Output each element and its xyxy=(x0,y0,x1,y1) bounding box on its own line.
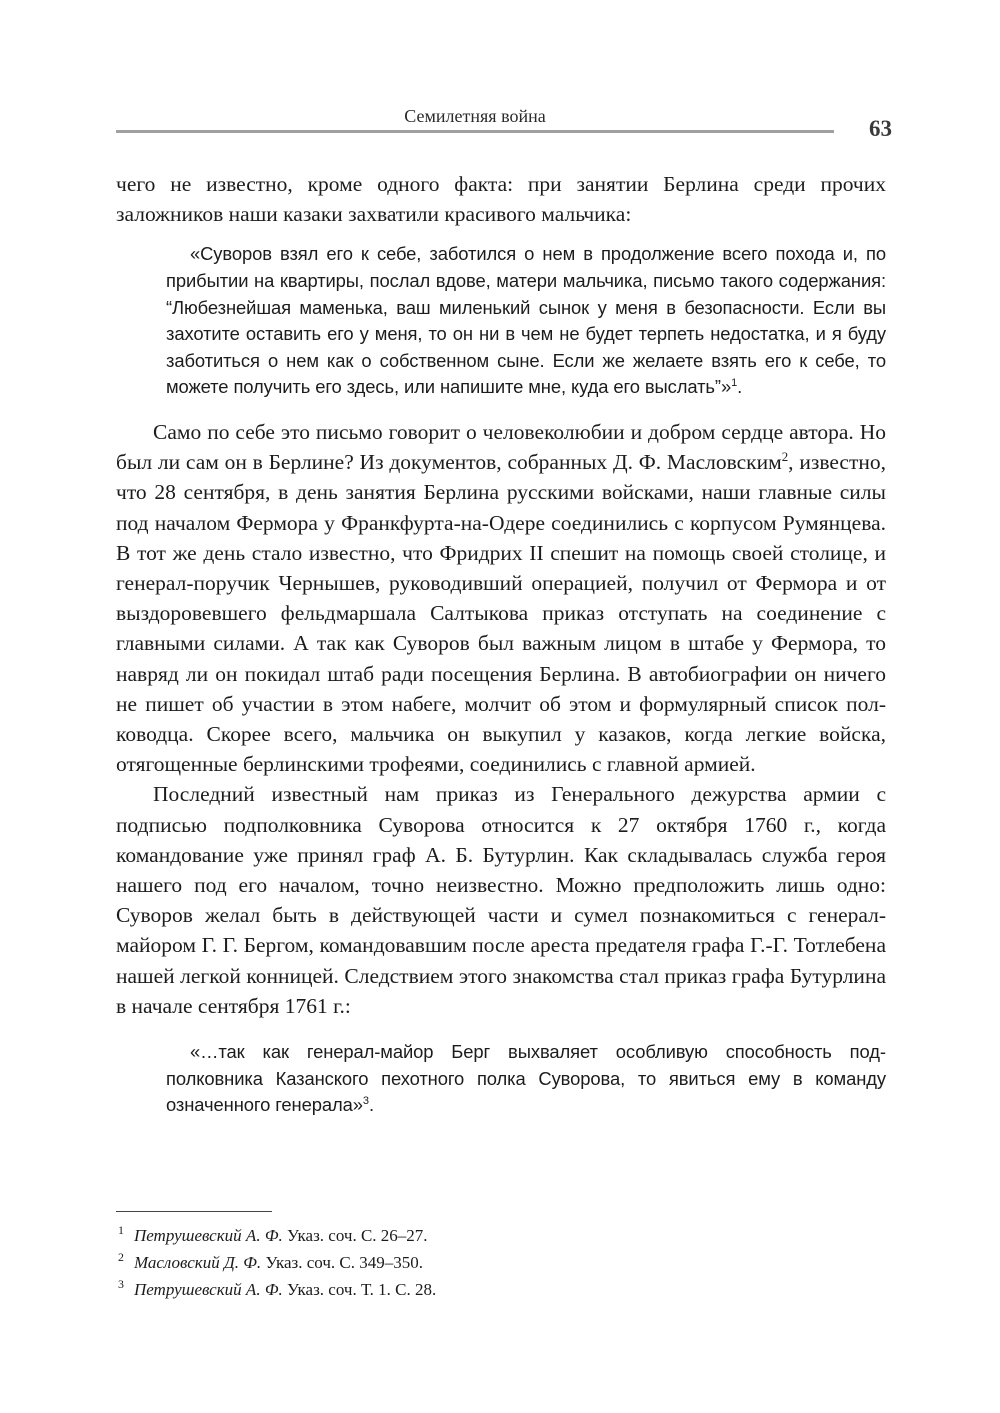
footnote-number: 2 xyxy=(118,1250,124,1265)
footnotes xyxy=(116,1211,886,1303)
header-rule xyxy=(116,130,834,133)
page-number: 63 xyxy=(869,116,892,141)
running-header xyxy=(116,100,892,150)
quote-2-text: «…так как генерал-майор Берг выхваляет особливую способность подполковника Казанского пехотного полка Суворова, то явиться ему в команду означенного генерала» xyxy=(166,1041,886,1116)
footnote-text: Указ. соч. Т. 1. С. 28. xyxy=(282,1280,437,1299)
footnote-ref-1: 1 xyxy=(731,377,738,390)
footnote-text: Указ. соч. С. 349–350. xyxy=(261,1253,423,1272)
footnote-1 xyxy=(116,1222,886,1249)
footnote-3 xyxy=(116,1276,886,1303)
paragraph-2-part-b: , известно, что 28 сентября, в день занятия Берлина русскими войсками, наши главные силы под началом Фермора у Франкфурта-на-Одере соединились с корпусом Румянцева. В тот же день стало известно, что Фридрих II спешит на помощь своей столице, и генерал-поручик Чернышев, руководивший операцией, получил от Фермора и от выздоровевшего фельдмаршала Салтыкова приказ отступать на соединение с главными силами. А так как Суворов был важным лицом в штабе у Фермора, то навряд ли он покидал штаб ради посещения Берлина. В автобиографии он ничего не пишет об участии в этом набеге, молчит об этом и формулярный список полководца. Скорее всего, мальчика он выкупил у казаков, когда легкие войска, отягощенные берлинскими трофеями, соединились с главной армией. xyxy=(116,450,886,777)
paragraph-3: Последний известный нам приказ из Генерального дежурства армии с подписью подполковника Суворова относится к 27 октября 1760 г., когда командование уже принял граф А. Б. Бутурлин. Как складывалась служба героя нашего под его началом, точно неизвестно. Можно предположить лишь одно: Суворов желал быть в действующей части и сумел познакомиться с генерал-майором Г. Г. Бергом, командовавшим после ареста предателя графа Г.-Г. Тотлебена нашей легкой конницей. Следствием этого знакомства стал приказ графа Бутурлина в начале сентября 1761 г.: xyxy=(116,782,886,1018)
footnote-rule xyxy=(116,1211,272,1212)
footnote-number: 1 xyxy=(118,1223,124,1238)
paragraph-2-part-a: Само по себе это письмо говорит о человеколюбии и добром сердце автора. Но был ли сам он в Берлине? Из документов, собранных Д. Ф. Масловским xyxy=(116,419,886,475)
quote-1-text: «Суворов взял его к себе, заботился о нем в продолжение всего похода и, по прибытии на квартиры, послал вдове, матери мальчика, письмо такого содержания: “Любезнейшая маменька, ваш миленький сынок у меня в безопасности. Если вы захотите оставить его у меня, то он ни в чем не будет терпеть недостатка, и я буду заботиться о нем как о собственном сыне. Если же желаете взять его к себе, то можете получить его здесь, или напишите мне, куда его выслать”» xyxy=(166,243,886,398)
footnote-author: Петрушевский А. Ф. xyxy=(133,1280,283,1299)
footnote-number: 3 xyxy=(118,1277,124,1292)
footnote-author: Петрушевский А. Ф. xyxy=(133,1226,283,1245)
footnote-text: Указ. соч. С. 26–27. xyxy=(282,1226,428,1245)
footnote-2 xyxy=(116,1249,886,1276)
footnote-ref-2: 2 xyxy=(781,450,789,465)
footnote-ref-3: 3 xyxy=(362,1095,369,1108)
block-quote-1: «Суворов взял его к себе, заботился о нем в продолжение всего похода и, по прибытии на квартиры, послал вдове, матери мальчика, письмо такого содержания: “Любезнейшая маменька, ваш миленький сынок у меня в безопасности. Если вы захотите оставить его у меня, то он ни в чем не будет терпеть недостатка, и я буду заботиться о нем как о собственном сыне. Если же желаете взять его к себе, то можете получить его здесь, или напишите мне, куда его выслать”»$^1$. xyxy=(166,243,886,398)
block-quote-2: «…так как генерал-майор Берг выхваляет особливую способность подполковника Казанского пехотного полка Суворова, то явиться ему в команду означенного генерала»$^3$. xyxy=(166,1041,886,1116)
paragraph-1: чего не известно, кроме одного факта: при занятии Берлина среди прочих заложников наши казаки захватили красивого мальчика: xyxy=(116,172,886,227)
page-body xyxy=(116,169,886,1133)
chapter-title: Семилетняя война xyxy=(404,106,546,126)
footnote-author: Масловский Д. Ф. xyxy=(133,1253,262,1272)
paragraph-2 xyxy=(116,417,886,779)
